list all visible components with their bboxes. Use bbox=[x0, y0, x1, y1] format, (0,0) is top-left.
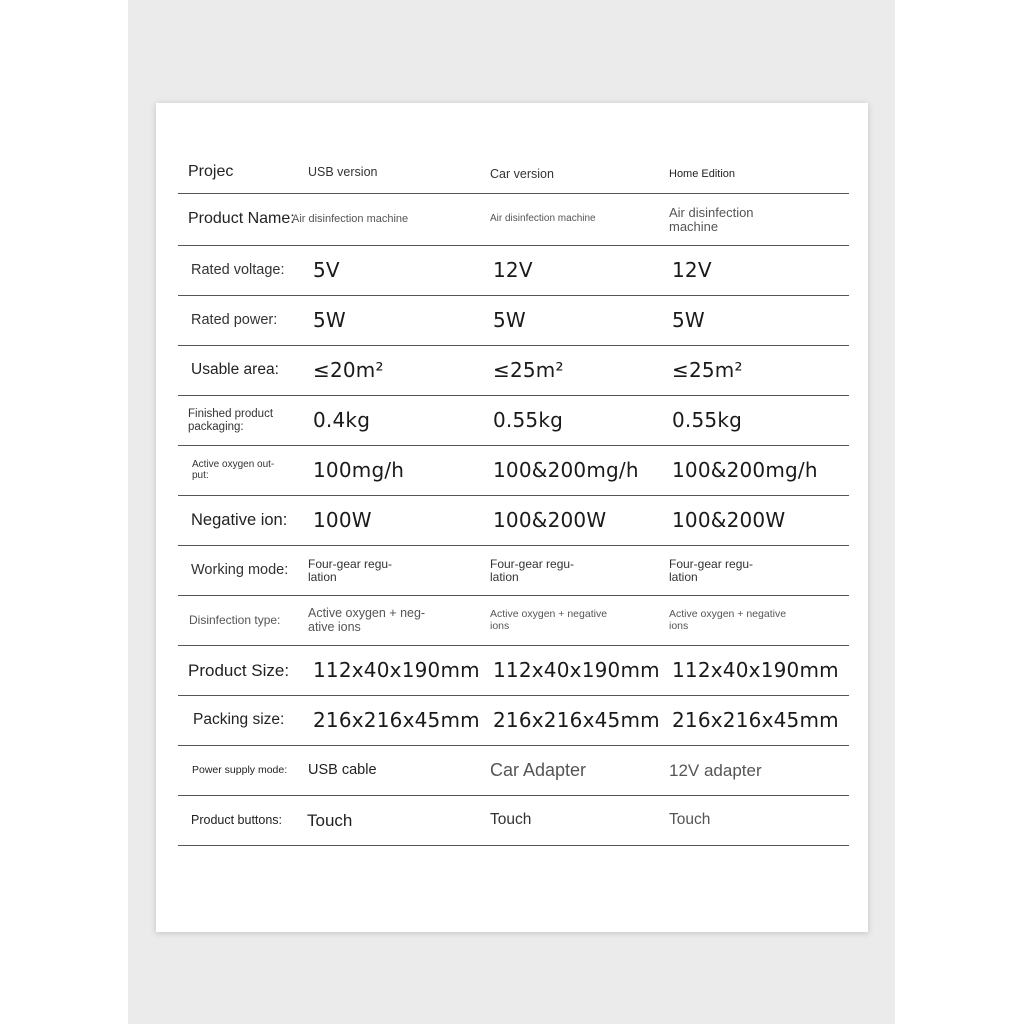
table-row-usable-area bbox=[178, 346, 849, 396]
row-value-home: Four-gear regu-lation bbox=[669, 556, 754, 584]
table-row-rated-voltage bbox=[178, 246, 849, 296]
row-value-car: Air disinfection machine bbox=[490, 213, 596, 225]
row-label: Packing size: bbox=[193, 711, 285, 729]
table-row-product-size bbox=[178, 646, 849, 696]
row-value-home: 12V adapter bbox=[669, 760, 762, 780]
row-value-usb: Touch bbox=[307, 810, 353, 830]
row-label: Product buttons: bbox=[191, 812, 283, 827]
row-value-usb: 100W bbox=[313, 508, 372, 532]
table-row-rated-power bbox=[178, 296, 849, 346]
row-value-usb: 112x40x190mm bbox=[313, 658, 480, 682]
row-value-home: 0.55kg bbox=[672, 408, 743, 432]
row-value-usb: Four-gear regu-lation bbox=[308, 556, 393, 584]
table-row-product-name bbox=[178, 194, 849, 246]
row-value-usb: Active oxygen + neg-ative ions bbox=[308, 606, 426, 634]
table-row-working-mode bbox=[178, 546, 849, 596]
row-label: Negative ion: bbox=[191, 510, 288, 529]
row-label: Finished product packaging: bbox=[188, 408, 274, 433]
table-row-negative-ion bbox=[178, 496, 849, 546]
column-header-home: Home Edition bbox=[669, 167, 736, 180]
row-label: Rated voltage: bbox=[191, 261, 285, 278]
table-row-packaging-weight bbox=[178, 396, 849, 446]
spec-table bbox=[178, 148, 849, 846]
row-value-car: 0.55kg bbox=[493, 408, 564, 432]
row-value-usb: Air disinfection machine bbox=[292, 212, 409, 225]
row-label: Disinfection type: bbox=[189, 613, 281, 628]
row-value-usb: 216x216x45mm bbox=[313, 708, 480, 732]
row-value-car: 5W bbox=[493, 308, 526, 332]
row-value-car: 100&200W bbox=[493, 508, 607, 532]
row-value-usb: 100mg/h bbox=[313, 458, 405, 482]
row-value-car: 100&200mg/h bbox=[493, 458, 639, 482]
row-value-usb: 5W bbox=[313, 308, 346, 332]
row-label: Usable area: bbox=[191, 361, 279, 379]
row-value-home: 5W bbox=[672, 308, 705, 332]
table-row-disinfection-type bbox=[178, 596, 849, 646]
table-row-product-buttons bbox=[178, 796, 849, 846]
column-header-project: Projec bbox=[188, 163, 234, 181]
row-label: Working mode: bbox=[191, 561, 289, 578]
row-value-home: Touch bbox=[669, 811, 711, 829]
row-value-home: 112x40x190mm bbox=[672, 658, 839, 682]
table-row-active-oxygen-output bbox=[178, 446, 849, 496]
row-value-home: 12V bbox=[672, 258, 712, 282]
row-label: Active oxygen out-put: bbox=[192, 459, 275, 481]
table-header-row bbox=[178, 148, 849, 194]
row-value-home: Air disinfection machine bbox=[669, 204, 754, 234]
row-value-usb: 0.4kg bbox=[313, 408, 371, 432]
row-value-usb: 5V bbox=[313, 258, 340, 282]
row-value-car: 216x216x45mm bbox=[493, 708, 660, 732]
row-label: Product Size: bbox=[188, 660, 290, 680]
column-header-car: Car version bbox=[490, 166, 554, 181]
row-label: Power supply mode: bbox=[192, 763, 288, 776]
row-value-car: Four-gear regu-lation bbox=[490, 556, 575, 584]
row-label: Rated power: bbox=[191, 311, 278, 328]
table-row-packing-size bbox=[178, 696, 849, 746]
row-label: Product Name: bbox=[188, 210, 295, 228]
spec-sheet-card bbox=[156, 103, 868, 932]
row-value-car: Active oxygen + negative ions bbox=[490, 608, 608, 632]
row-value-car: 112x40x190mm bbox=[493, 658, 660, 682]
row-value-car: 12V bbox=[493, 258, 533, 282]
row-value-usb: ≤20m² bbox=[313, 358, 384, 382]
row-value-car: Touch bbox=[490, 811, 532, 829]
row-value-home: ≤25m² bbox=[672, 358, 743, 382]
row-value-car: Car Adapter bbox=[490, 760, 587, 781]
row-value-usb: USB cable bbox=[308, 761, 377, 778]
row-value-home: Active oxygen + negative ions bbox=[669, 608, 787, 632]
row-value-home: 100&200mg/h bbox=[672, 458, 818, 482]
row-value-home: 100&200W bbox=[672, 508, 786, 532]
row-value-home: 216x216x45mm bbox=[672, 708, 839, 732]
column-header-usb: USB version bbox=[308, 164, 378, 179]
row-value-car: ≤25m² bbox=[493, 358, 564, 382]
table-row-power-supply-mode bbox=[178, 746, 849, 796]
